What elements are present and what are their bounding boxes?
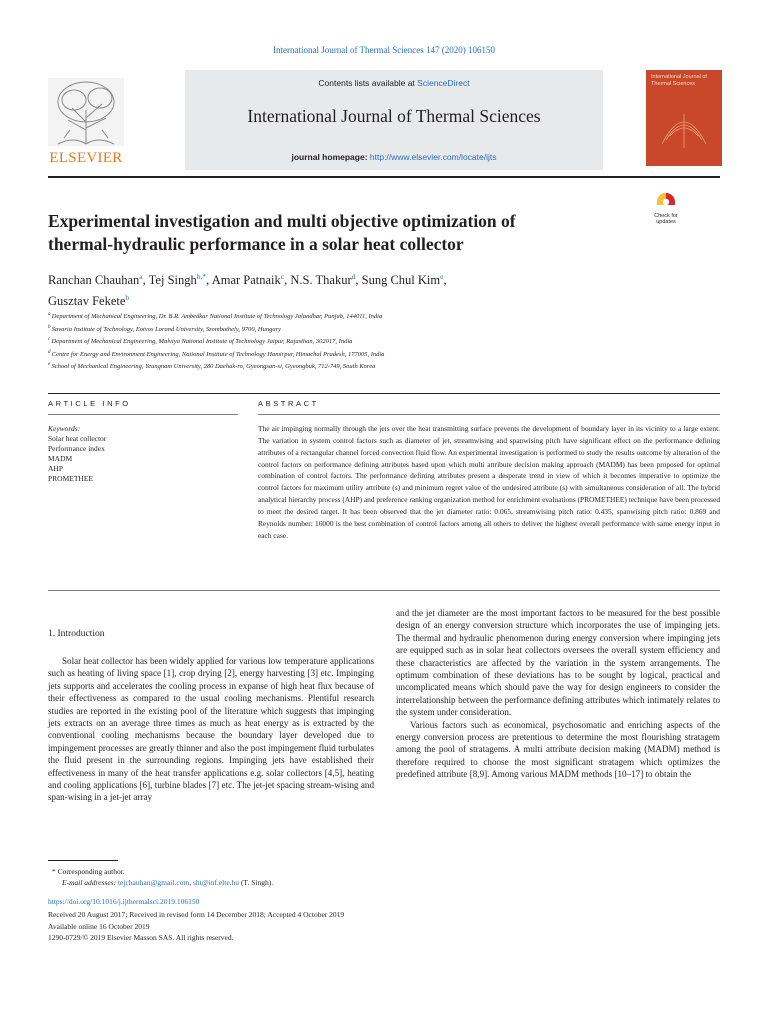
journal-homepage [185, 152, 603, 162]
intro-left-column: Solar heat collector has been widely applied for various low temperature applications such as heating of living space [1], crop drying [2], energy harvesting [3] etc. Impinging jets supports and accelerates the cooling process in expanse of high heat flux because of their effectiveness as compared to the usual cooling mechanisms. Plentiful research studies are reported in the existing pool of the literature which suggests that impinging jets extracts on an average three times as much as heat energy as is extracted by the conventional cooling mechanisms because the boundary layer developed due to impingement processes are greatly thinner and also the post impingement fluid turbulates the fluid present in the surrounding regions. Impinging jets have established their effectiveness in many of the heat transfer applications e.g. solar collectors [4,5], heating and cooling applications [6], turbine blades [7] etc. The jet-jet spacing stream-wising and span-wising in a jet-jet array [48, 656, 374, 803]
affiliation-item [48, 335, 698, 348]
affiliation-marker: c [48, 337, 52, 343]
author-affiliation-marker[interactable]: e [440, 272, 444, 281]
keyword-item: Performance index [48, 444, 105, 453]
homepage-link[interactable]: http://www.elsevier.com/locate/ijts [369, 152, 497, 162]
author-affiliation-marker[interactable]: d [351, 272, 356, 281]
author-name: Sung Chul Kim [361, 273, 441, 288]
affiliation-text: Department of Mechanical Engineering, Malviya National Institute of Technology Jaipur, Rajasthan, 302017, India [51, 338, 353, 346]
author-list [48, 268, 608, 310]
author-name: Amar Patnaik [211, 273, 281, 288]
affiliation-list [48, 310, 698, 373]
article-info-heading: ARTICLE INFO [48, 399, 131, 408]
affiliation-text: School of Mechanical Engineering, Yeungnam University, 280 Daehak-ro, Gyeongsan-si, Gyeongbuk, 712-749, South Korea [51, 363, 376, 371]
author-affiliation-marker[interactable]: c [280, 272, 285, 281]
keywords-label: Keywords: [48, 424, 81, 433]
article-title [48, 210, 608, 256]
abstract-text: The air impinging normally through the jets over the heat transmitting surface prevents the development of boundary layer in its vicinity to a large extent. The variation in system control factors such as diameter of jet, streamwising and spanwising pitch have significant effect on the performance defining attributes of a rectangular channel forced convection fluid flow. An experimental investigation is performed to study the results outcome by alteration of the control factors on performance defining attributes based upon which multi attribute decision making approach (MADM) has been proposed for optimal combination of control factors. The performance defining attributes present a desperate trend in view of which it becomes imperative to optimize the control factors for maximum utility attribute (s) and minimum regret value of the undesired attribute (s) with simultaneous consideration of all. The hybrid analytical hierarchy process (AHP) and preference ranking organization method for enrichment evaluations (PROMETHEE) technique have been processed to meet the desired target. It has been observed that the jet diameter ratio: 0.065, streamwising pitch ratio: 0.435, spanwising pitch ratio: 0.869 and Reynolds number: 16000 is the best combination of control factors among all others to deliver the highest overall performance with same energy input in each case. [258, 424, 721, 540]
affiliation-marker: e [48, 362, 52, 368]
available-online: Available online 16 October 2019 [48, 921, 150, 931]
journal-title: International Journal of Thermal Sciences [247, 106, 541, 126]
email-addresses [62, 877, 273, 889]
email-link-1[interactable]: tejchauhan@gmail.com [117, 878, 190, 887]
email-separator: , [189, 878, 193, 887]
author-separator: , [443, 273, 447, 288]
email-label: E-mail addresses: [62, 878, 118, 887]
affiliation-item [48, 323, 698, 336]
article-title-line-2: thermal-hydraulic performance in a solar heat collector [48, 234, 464, 254]
affiliation-text: Department of Mechanical Engineering, Dr. B.R. Ambedkar National Institute of Technology Jalandhar, Punjab, 144011, India [51, 313, 383, 321]
keyword-item: Solar heat collector [48, 434, 107, 443]
article-title-line-1: Experimental investigation and multi objective optimization of [48, 211, 516, 231]
copyright-line: 1290-0729/© 2019 Elsevier Masson SAS. All rights reserved. [48, 933, 234, 942]
email-link-2[interactable]: sht@inf.elte.hu [192, 878, 240, 887]
journal-reference[interactable]: International Journal of Thermal Sciences 147 (2020) 106150 [272, 45, 496, 55]
abstract-rule [258, 414, 720, 415]
author-name: N.S. Thakur [290, 273, 352, 288]
affiliation-marker: b [48, 324, 52, 330]
keyword-item: AHP [48, 464, 64, 473]
abstract-bottom-rule [48, 590, 720, 591]
section-rule [48, 393, 720, 394]
article-dates [48, 909, 344, 944]
keyword-item: MADM [48, 454, 73, 463]
affiliation-text: Savaria Institute of Technology, Eotvos Lorand University, Szombathely, 9700, Hungary [51, 325, 281, 333]
email-suffix: (T. Singh). [239, 878, 274, 887]
affiliation-item [48, 348, 698, 361]
intro-right-column [396, 607, 720, 781]
author-separator: , [142, 273, 149, 288]
article-info-rule [48, 414, 238, 415]
author-affiliation-marker[interactable]: a [139, 272, 143, 281]
affiliation-marker: d [48, 349, 52, 355]
author-name: Tej Singh [148, 273, 197, 288]
affiliation-item [48, 310, 698, 323]
affiliation-text: Centre for Energy and Environment Engineering, National Institute of Technology Hamirpur, Himachal Pradesh, 177005, India [51, 350, 385, 358]
author-separator: , [284, 273, 291, 288]
author-separator: , [355, 273, 362, 288]
introduction-heading: 1. Introduction [48, 629, 105, 639]
intro-right-paragraph-1: and the jet diameter are the most important factors to be measured for the best possible design of an energy conversion structure which incorporates the use of impinging jets. The thermal and hydraulic phenomenon during energy conversion where impinging jets are equipped such as in solar heat collectors oversees the overall system efficiency and these characteristics are affected by the variation in the system arrangements. The optimum combination of these deviations has to be sought by logical, practical and uncomplicated means which should pave the way for design engineers to consider the interrelationship between the performance defining attributes which intimately relates to the system under consideration. [396, 608, 720, 718]
footnote-rule [48, 860, 118, 861]
doi-link[interactable]: https://doi.org/10.1016/j.ijthermalsci.2019.106150 [48, 897, 200, 906]
abstract-heading: ABSTRACT [258, 399, 319, 408]
cover-title: International Journal of Thermal Sciences [651, 74, 707, 87]
affiliation-item [48, 360, 698, 373]
received-dates: Received 20 August 2017; Received in revised form 14 December 2018; Accepted 4 October 2019 [48, 910, 345, 919]
intro-right-paragraph-2: Various factors such as economical, psychosomatic and enriching aspects of the energy conversion process are pretentious to determine the most flourishing stratagem among the pool of stratagems. A multi attribute decision making (MADM) method is therefore required to choose the most significant stratagem which optimizes the predefined attribute [8,9]. Among various MADM methods [10–17] to obtain the [396, 719, 720, 780]
header-rule [48, 176, 720, 178]
keywords-list [48, 434, 106, 484]
affiliation-marker: a [48, 312, 52, 317]
author-affiliation-marker[interactable]: b,* [196, 272, 207, 281]
homepage-label: journal homepage: [291, 152, 370, 162]
keyword-item: PROMETHEE [48, 474, 93, 483]
author-name: Gusztav Fekete [48, 294, 126, 309]
publisher-wordmark: ELSEVIER [49, 150, 123, 166]
author-name: Ranchan Chauhan [48, 273, 140, 288]
check-for-updates-label: Check for updates [654, 213, 678, 225]
contents-line [185, 78, 603, 88]
corresponding-author-note: * Corresponding author. [52, 867, 125, 876]
author-affiliation-marker[interactable]: b [125, 293, 130, 303]
contents-prefix: Contents lists available at [318, 78, 418, 88]
author-separator: , [206, 273, 212, 288]
sciencedirect-link[interactable]: ScienceDirect [417, 78, 470, 88]
